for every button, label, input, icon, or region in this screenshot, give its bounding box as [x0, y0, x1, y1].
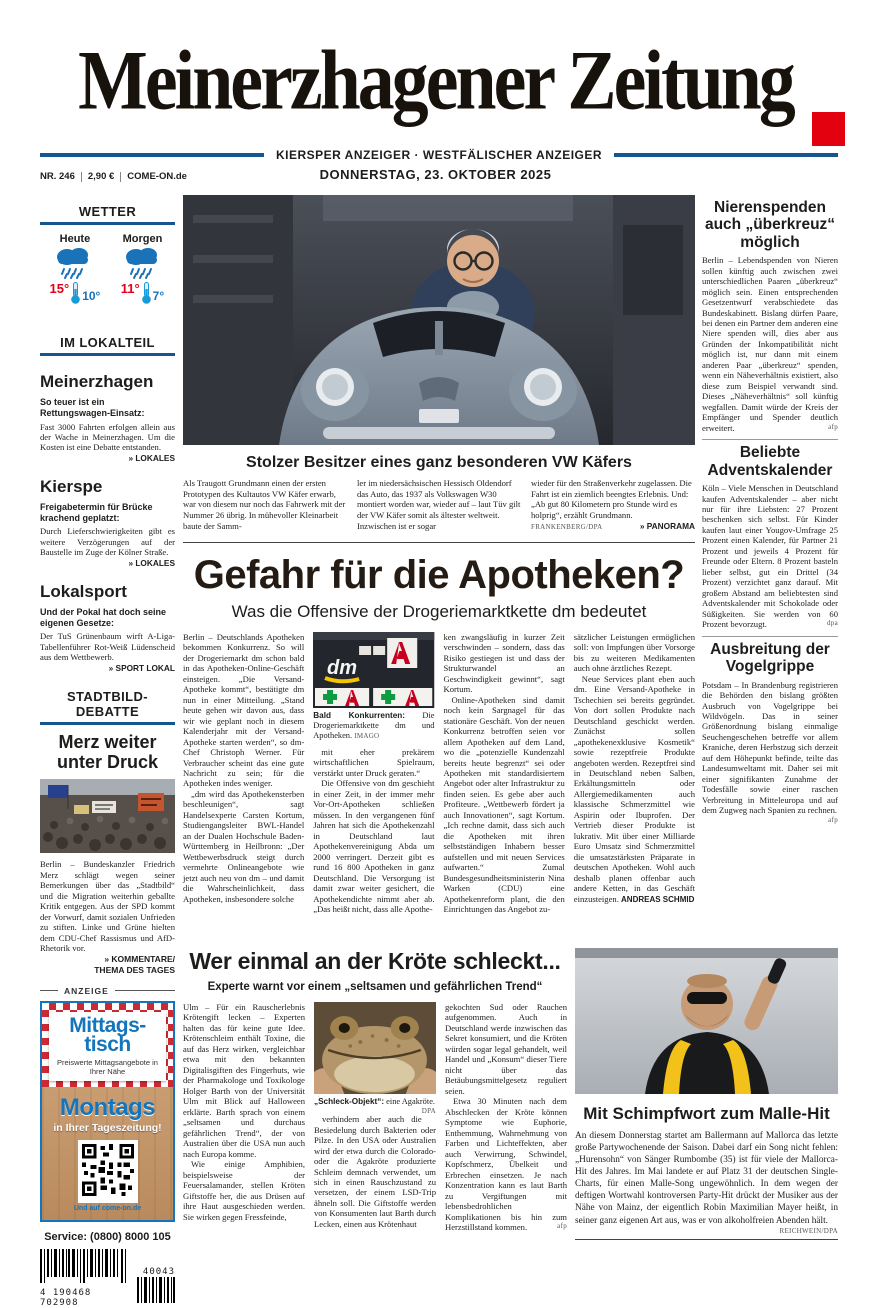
ad-tagline: in Ihrer Tageszeitung!: [53, 1122, 162, 1135]
qr-code[interactable]: [78, 1140, 138, 1203]
photo-credit: IMAGO: [354, 731, 380, 740]
masthead-date: DONNERSTAG, 23. OKTOBER 2025: [319, 167, 552, 182]
svg-text:dm: dm: [327, 656, 358, 679]
issue-line: [40, 171, 187, 182]
ad-title-card: [49, 1012, 166, 1081]
section-ref-link[interactable]: » LOKALES: [128, 557, 175, 568]
agency-credit: afp: [828, 815, 838, 824]
service-phone: Service: (0800) 8000 105: [44, 1231, 171, 1244]
kaefer-col-1: Als Traugott Grundmann einen der ersten Prototypen des Kultautos VW Käfer erwarb, war von diesem nur noch das Fahrwerk mit der Nummer 26 übrig. In mühevoller Kleinarbeit baute der Samm-: [183, 478, 346, 531]
weather-tomorrow-label: Morgen: [122, 233, 163, 245]
divider: [120, 172, 121, 182]
kaefer-col3-text: wieder für den Straßenverkehr zugelassen. Die Fahrt ist ein ziemlich beengtes Erlebnis. Und: „Ab gut 80 Kilometern pro Stunde wird es holprig“, erzählt Grundmann.: [531, 478, 692, 521]
section-ref-link[interactable]: » LOKALES: [128, 452, 175, 463]
right-sidebar: [702, 195, 838, 943]
left-sidebar: [40, 198, 175, 1308]
lokalteil-item-kierspe: [40, 476, 175, 568]
toad-photo: [314, 1002, 436, 1094]
thermometer-icon: [141, 281, 152, 305]
rain-cloud-icon: [50, 245, 96, 279]
kroete-col-1: Ulm – Für ein Rauscherlebnis Krötengift lecken – Experten halten das für keine gute Idee. Krötenschleim enthält Toxine, die auf das Herz wirken, vergleichbar etwa mit den bekannten Digitalisgiften des Fingerhuts, wie der Pharmakologe und Toxikologe Holger Barth von der Universität Ulm mit Blick auf Halloween erklärte. Barth sprach von einem „seltsamen und durchaus gefährlichen Trend“, der von Australien über die USA nun auch nach Europa komme. Wie einige Amphibien, beispielsweise der Feuersalamander, stellen Kröten Giftstoffe her, die aus Drüsen auf ihre Haut ausgeschieden werden. Sie wirken gegen Fressfeinde,: [183, 1002, 305, 1222]
red-corner-marker: [812, 112, 845, 146]
article-adventskalender: Beliebte Adventskalender Köln – Viele Menschen in Deutschland kaufen Adventskalender – aber nicht nur für ihre Liebsten: 27 Prozent beschenken sich selbst. Für Kinder kaufen laut einer Yougov-Umfrage 25 Prozent einen Kalender, für Partner 21 Prozent und jeweils 4 Prozent für Freunde oder Eltern. 8 Prozent basteln lieber selbst, gut ein Drittel (34 Prozent) verzichtet ganz darauf. Mit großem Abstand am beliebtesten sind Adventskalender mit Schokolade oder Süßigkeiten. Sie werden von 60 Prozent bevorzugt. dpa: [702, 444, 838, 630]
main-headline: Gefahr für die Apotheken?: [193, 552, 685, 597]
article-col-2: dm Bald Konkurrenten: Die Drogeriemarktkette dm und Apotheken. IMAGO mit eher prekärem wirtschaftlichen Spielraum, verstärkt unter Druck geraten.“ Die Offensive von dm geschieht in einer Zeit, in der immer mehr Vor-Ort-Apotheken schließen müssen. In den vergangenen fünf Jahren hat sich die Apothekenzahl in Deutschland laut Apothekenvereinigung Abda um 2000 verringert. Derzeit gibt es rund 16 800 Apotheken in ganz Deutschland. Die Versorgung ist damit zwar weiter gesichert, die Apothekendichte nimmt aber ab. „Das heißt nicht, dass alle Apothe-: [313, 632, 434, 944]
ean-barcode: 4 190468 702908: [40, 1249, 131, 1308]
agency-credit: afp: [557, 1222, 567, 1231]
agency-credit: afp: [828, 422, 838, 431]
article-headline: Beliebte Adventskalender: [707, 444, 833, 479]
ad-qr-note: Und auf come-on.de: [73, 1205, 142, 1213]
kaefer-col-3: [531, 478, 695, 532]
photo-credit: FRANKENBERG/DPA: [531, 522, 603, 531]
section-ref-link[interactable]: » PANORAMA: [639, 520, 695, 531]
teaser-lead: So teuer ist ein Rettungswagen-Einsatz:: [40, 397, 145, 419]
masthead-rule-right: [614, 153, 838, 157]
issue-number: NR. 246: [40, 171, 75, 182]
weather-header: WETTER: [40, 204, 175, 225]
kaefer-col-2: ler im niedersächsischen Hessisch Oldendorf das Auto, das 1937 als Volkswagen W30 montiert worden war, wieder auf – laut Tüv gilt der VW Käfer somit als ältester weltweit. Inzwischen ist er sogar: [357, 478, 521, 531]
photo-credit: DPA: [421, 1107, 436, 1116]
kaefer-caption-columns: [183, 478, 695, 532]
lokalteil-header: IM LOKALTEIL: [40, 335, 175, 356]
addon-barcode: 40043: [137, 1267, 175, 1308]
article-nierenspenden: Nierenspenden auch „überkreuz“ möglich Berlin – Lebendspenden von Nieren sollen künftig auch zwischen zwei unterschiedlichen Paaren „überkreuz“ möglich sein. Einen entsprechenden Gesetzentwurf verabschiedete das Bundeskabinett. Bislang dürfen Paare, bei denen ein Partner dem anderen eine Niere spenden will, dies aber aus Gründen der Inkompatibilität nicht möglich ist, nur dann mit einem anderen Paar „überkreuz“ spenden, wenn ein Näheverhältnis existiert, also diese zum Beispiel verwandt sind. Dieses „Näheverhältnis“ soll künftig wegfallen. Damit würde der Kreis der Empfänger und Spender deutlich erweitert. afp: [702, 199, 838, 433]
article-col-1: Berlin – Deutschlands Apotheken bekommen Konkurrenz. So will der Drogeriemarkt dm schon bald in das Apotheken-Online-Geschäft einsteigen. „Die Versand-Apotheke kommt“, bestätigte dm nun in einer Mitteilung. „Stand heute gehen wir davon aus, dass wir wie geplant noch in diesem Kalenderjahr mit der Versand-Apotheke starten werden“, so dm-Chef Christoph Werner. Für Verbraucher scheint das eine gute Nachricht zu sein; für die Apotheken indes weniger. „dm wird das Apothekensterben beschleunigen“, sagt Handelsexperte Carsten Kortum, Studiengangsleiter BWL-Handel an der Dualen Hochschule Baden-Württemberg in Heilbronn: „Der Wettbewerbsdruck steigt durch vermehrte Onlineangebote wie jetzt auch neu von dm – und damit die Wahrscheinlichkeit, dass Apotheken, insbesondere solche: [183, 631, 305, 904]
ad-subtitle: Preiswerte Mittagsangebote in Ihrer Nähe: [57, 1057, 158, 1076]
article-subheadline: Experte warnt vor einem „seltsamen und gefährlichen Trend“: [207, 981, 543, 993]
malle-body: An diesem Donnerstag startet am Ballermann auf Mallorca das letzte große Partywochenende der Saison. Dabei darf ein Song nicht fehlen: „Hurensohn“ von Sänger Rumbombe (35) ist für viele der Mallorca-Hit des Jahres. Im Mai landete er auf Platz 31 der deutschen Single-Charts, für einen Malle-Song ungewöhnlich. In dem wegen der deftigen Wortwahl kontroversen Party-Hit drückt der Musiker aus der Nähe von Mainz, der eigentlich Robin Maximilian Mayer heißt, in seiner ganz eigenen Art aus, was er von alkoholfreien Abenden hält. REICHWEIN/DPA: [575, 1131, 838, 1235]
teaser-body: Fast 3000 Fahrten erfolgen allein aus der Wache in Meinerzhagen. Um die Kosten ist eine Debatte entstanden.: [40, 421, 175, 453]
kroete-col-3: gekochten Sud oder Rauchen aufgenommen. Auch in Deutschland werde inzwischen das Sekret konsumiert, und die Kröten würden sogar legal gehandelt, weil Handel und „Konsum“ dieser Tiere nicht über das Betäubungsmittelgesetz reguliert seien. Etwa 30 Minuten nach dem Abschlecken der Kröte können Symptome wie Euphorie, Enthemmung, Wahrnehmung von Farben und Lichteffekten, aber auch Verwirrung, Schwindel, Kopfschmerz, Übelkeit und Erbrechen einsetzen. Je nach Konzentration kann es laut Barth zu Vergiftungen mit lebensbedrohlichen Komplikationen bis hin zum Herzstillstand kommen. afp: [445, 1002, 567, 1233]
toad-photo-caption: „Schleck-Objekt“: eine Agakröte. DPA: [314, 1097, 436, 1116]
masthead-subtitle-row: [40, 148, 838, 162]
teaser-body: Der TuS Grünenbaum wirft A-Liga-Tabellenführer Rot-Weiß Lüdenscheid aus dem Wettbewerb.: [40, 631, 175, 663]
temp-high: 11°: [120, 281, 140, 296]
stadtbild-headline: Merz weiter unter Druck: [56, 731, 159, 772]
ad-montags: Montags: [59, 1094, 156, 1122]
town-heading: Kierspe: [40, 476, 103, 496]
singer-photo: [575, 948, 838, 1094]
article-col-4: sätzlicher Leistungen ermöglichen soll: von Impfungen über Vorsorge bis zu weiteren Medikamenten auch ohne ärztliches Rezept. Neue Services plant eben auch dm. Eine Versand-Apotheke in Tschechien sei bereits gegründet. Von dort sollen Produkte nach Deutschland geschickt werden. Zunächst sollen „apothekenexklusive Kosmetik“ sowie rezeptfreie Produkte angeboten werden. Rezeptfrei sind in Deutschland neben Salben, Erkältungsmitteln oder Allergiemedikamenten auch klassische Schmerzmittel wie Aspirin oder Ibuprofen. Der Vertrieb dieser Produkte ist lukrativ. Mit über einer Milliarde Euro Umsatz sind Schmerzmittel die umsatzstärksten Präparate in deutschen Apotheken. Wohl auch deshalb planen offenbar auch andere Ketten, in das Geschäft einzusteigen. ANDREAS SCHMID: [573, 631, 695, 904]
ad-title-line2: tisch: [84, 1033, 131, 1057]
agency-credit: dpa: [826, 619, 838, 628]
ad-label: ANZEIGE: [40, 986, 175, 996]
website-link[interactable]: COME-ON.de: [127, 171, 187, 182]
malle-article: [575, 948, 838, 1296]
teaser-lead: Und der Pokal hat doch seine eigenen Gesetze:: [40, 606, 167, 629]
kroete-col-2: „Schleck-Objekt“: eine Agakröte. DPA verhindern aber auch die Besiedelung durch Bakterien oder Pilze. In den USA oder Australien wird der etwa durch die Colorado- oder die Agakröte produzierte Schleim demnach verwendet, um sich in einen Rauschzustand zu versetzen, der einem LSD-Trip ähneln soll. Die Giftstoffe werden von Konsumenten laut Barth durch Lecken, einen aus Krötenhaut: [314, 1002, 436, 1264]
town-heading: Lokalsport: [40, 581, 127, 601]
stadtbild-body: Berlin – Bundeskanzler Friedrich Merz schlägt wegen seiner Bemerkungen über das „Stadtbild“ und die Migration weiterhin geballte Kritik entgegen. Aus der SPD kommt der Vorwurf, damit sozialen Unfrieden zu stiften. Linke und Grüne hielten dem CDU-Chef Rassismus und AfD-Rhetorik vor.: [40, 859, 175, 954]
weather-today: [50, 233, 101, 305]
ad-wood-panel: [42, 1087, 173, 1220]
thermometer-icon: [70, 281, 81, 305]
section-ref-link[interactable]: » KOMMENTARE/: [104, 953, 175, 964]
lokalteil-item-lokalsport: [40, 581, 175, 673]
ad-checker-band: [42, 1003, 173, 1087]
temp-high: 15°: [49, 281, 70, 296]
teaser-lead: Freigabetermin für Brücke krachend geplatzt:: [40, 501, 153, 524]
temp-low: 7°: [152, 289, 165, 303]
town-heading: Meinerzhagen: [40, 372, 154, 391]
weather-tomorrow: [119, 233, 165, 305]
stadtbild-header: STADTBILD-DEBATTE: [40, 689, 175, 725]
masthead-title: Meinerzhagener Zeitung: [78, 33, 793, 128]
lokalteil-item-meinerzhagen: [40, 372, 175, 463]
masthead-rule-left: [40, 153, 264, 157]
center-column: [183, 195, 695, 945]
mittagstisch-ad[interactable]: [40, 1001, 175, 1222]
price: 2,90 €: [87, 171, 115, 182]
weather-widget: [40, 233, 175, 305]
barcode-row: [40, 1249, 175, 1308]
dm-store-photo: [313, 632, 434, 708]
article-vogelgrippe: Ausbreitung der Vogelgrippe Potsdam – In Brandenburg registrieren die Behörden den bislang größten Ausbruch von Vogelgrippe bei Wildvögeln. Das in seiner Größenordnung bislang einmalige Seuchengeschehen betreffe vor allem Kraniche, deren Herbstzug sich derzeit auf dem Höhepunkt befinde, teilte das Landesumweltamt mit. Daher sei mit einer signifikanten Zunahme der Todesfälle sowie einer raschen Verbreitung in Mitteleuropa und auf dem Zugweg nach Spanien zu rechnen. afp: [702, 640, 838, 824]
author-byline: ANDREAS SCHMID: [621, 894, 695, 904]
dm-photo-caption: Bald Konkurrenten: Die Drogeriemarktkette dm und Apotheken. IMAGO: [313, 710, 435, 740]
temp-low: 10°: [82, 289, 101, 303]
article-headline: Nierenspenden auch „überkreuz“ möglich: [704, 199, 836, 251]
kaefer-headline: Stolzer Besitzer eines ganz besonderen VW Käfers: [246, 454, 632, 471]
teaser-body: Durch Lieferschwierigkeiten gibt es weitere Verzögerungen auf der Baustelle im Zuge der Kölner Straße.: [40, 526, 175, 558]
main-article-columns: [183, 632, 695, 944]
ad-title-line1: Mittags-: [69, 1013, 146, 1037]
divider: [81, 172, 82, 182]
rain-cloud-icon: [119, 245, 165, 279]
vw-kaefer-photo: [183, 195, 695, 445]
masthead-subtitle: KIERSPER ANZEIGER · WESTFÄLISCHER ANZEIGER: [275, 148, 603, 162]
protest-crowd-photo: [40, 779, 175, 853]
article-col-3: ken zwangsläufig in kurzer Zeit verschwinden – sondern, dass das Risiko gestiegen ist und dass der Strukturwandel an Geschwindigkeit gewinnt“, sagt Kortum. Online-Apotheken sind damit noch kein Sargnagel für das stationäre Geschäft. Von der neuen Konkurrenz betroffen seien vor allem Apotheken auf dem Land, wo die „potenzielle Kundenzahl bereits heute begrenzt“ sei oder Apotheken mit standardisiertem Angebot oder alter Infrastruktur zu finden seien. Es gebe aber auch Profiteure. „Wettbewerb fördert ja auch Innovationen“, sagt Kortum. „Ich rechne damit, dass sich auch die Apotheken mit ihren selbstständigen Inhabern besser aufstellen und mit neuen Services aufwarten.“ Zumal Bundesgesundheitsministerin Nina Warken (CDU) eine Apothekenreform plant, die den Einrichtungen das Angebot zu-: [443, 631, 565, 915]
article-headline: Ausbreitung der Vogelgrippe: [710, 640, 830, 676]
main-subheadline: Was die Offensive der Drogeriemarktkette dm bedeutet: [231, 601, 647, 621]
section-ref-link[interactable]: THEMA DES TAGES: [94, 964, 175, 975]
kroete-article: [183, 948, 567, 1296]
article-headline: Mit Schimpfwort zum Malle-Hit: [583, 1104, 830, 1123]
article-headline: Wer einmal an der Kröte schleckt...: [189, 948, 561, 974]
agency-credit: REICHWEIN/DPA: [779, 1226, 838, 1235]
weather-today-label: Heute: [59, 233, 91, 245]
section-ref-link[interactable]: » SPORT LOKAL: [108, 662, 175, 673]
